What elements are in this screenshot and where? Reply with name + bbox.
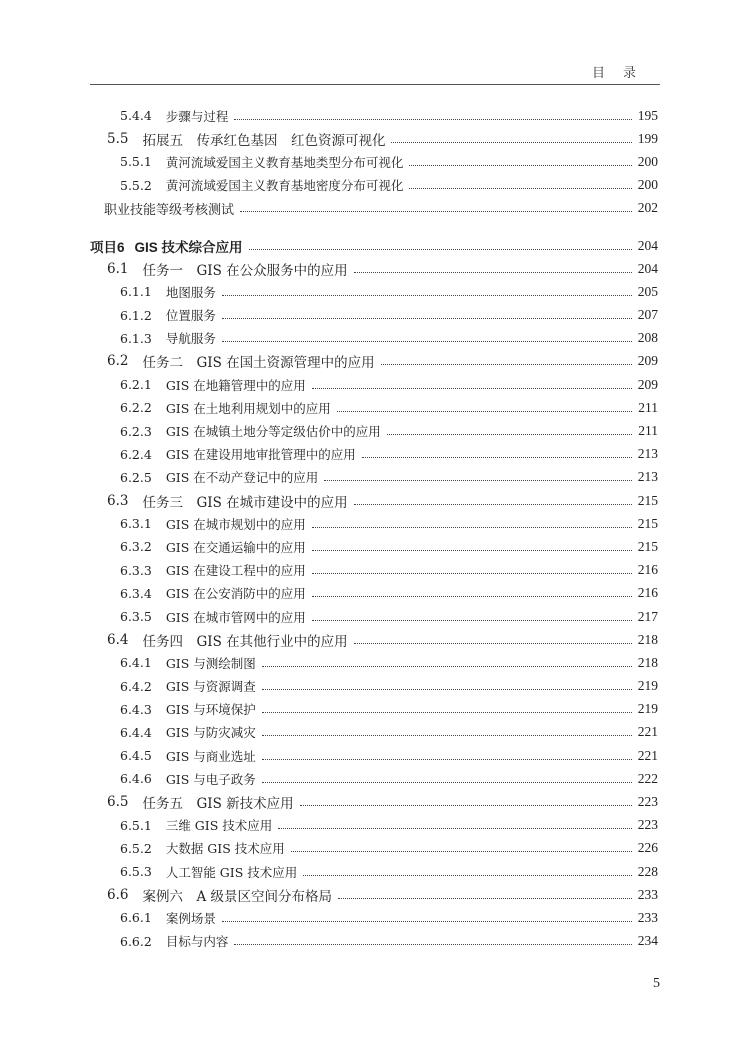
toc-entry-page: 233 <box>637 886 658 902</box>
toc-entry-page: 219 <box>637 701 658 717</box>
toc-entry[interactable] <box>90 443 658 466</box>
toc-entry-page: 216 <box>637 562 658 578</box>
toc-entry-title: GIS 在地籍管理中的应用 <box>165 377 306 393</box>
leader-dots <box>262 734 632 736</box>
leader-dots <box>337 410 632 412</box>
toc-entry[interactable] <box>90 350 658 373</box>
toc-entry-number: 5.5.1 <box>120 154 152 170</box>
toc-entry-title: GIS 与防灾减灾 <box>165 725 256 741</box>
toc-entry-title: GIS 在交通运输中的应用 <box>165 539 306 555</box>
toc-entry-title: 黄河流域爱国主义教育基地密度分布可视化 <box>165 178 404 194</box>
toc-entry-number: 6.4.4 <box>120 724 152 740</box>
toc-entry[interactable] <box>90 419 658 442</box>
running-header <box>90 58 660 85</box>
toc-entry-title: 三维 GIS 技术应用 <box>165 818 273 834</box>
leader-dots <box>381 363 632 365</box>
leader-dots <box>312 595 632 597</box>
toc-entry-title: 案例六 A 级景区空间分布格局 <box>142 888 333 905</box>
toc-entry-number: 6.2.4 <box>120 446 152 462</box>
toc-entry[interactable] <box>90 814 658 837</box>
toc-entry-number: 6.5 <box>107 794 129 811</box>
toc-entry-title: GIS 与测绘制图 <box>165 655 256 671</box>
toc-entry-number: 6.3.3 <box>120 562 152 578</box>
leader-dots <box>354 503 632 505</box>
toc-entry-page: 215 <box>637 515 658 531</box>
toc-entry[interactable] <box>90 396 658 419</box>
toc-entry-page: 233 <box>637 909 658 925</box>
toc-entry-number: 5.4.4 <box>120 108 152 124</box>
toc-entry-title: GIS 在土地利用规划中的应用 <box>165 400 331 416</box>
toc-entry-number: 6.2 <box>107 353 129 370</box>
toc-entry-title: GIS 在不动产登记中的应用 <box>165 470 319 486</box>
toc-entry-number: 6.2.1 <box>120 377 152 393</box>
leader-dots <box>249 248 632 250</box>
toc-entry-title: GIS 在城镇土地分等定级估价中的应用 <box>165 424 381 440</box>
leader-dots <box>262 758 632 760</box>
toc-entry-number: 5.5 <box>107 130 129 147</box>
toc-entry-number: 6.3.5 <box>120 609 152 625</box>
leader-dots <box>262 781 632 783</box>
toc-entry-title: 地图服务 <box>165 284 216 300</box>
toc-entry-title: GIS 在城市管网中的应用 <box>165 609 306 625</box>
leader-dots <box>262 688 632 690</box>
leader-dots <box>222 340 632 342</box>
toc-entry-number: 6.1 <box>107 260 129 277</box>
toc-entry-page: 222 <box>637 770 658 786</box>
toc-entry-number: 6.4.5 <box>120 748 152 764</box>
leader-dots <box>234 943 631 945</box>
toc-entry-page: 211 <box>638 399 658 415</box>
toc-entry-number: 6.4.3 <box>120 701 152 717</box>
toc-entry-title: 任务五 GIS 新技术应用 <box>142 796 294 813</box>
toc-entry-page: 226 <box>637 840 658 856</box>
toc-entry[interactable] <box>90 883 658 906</box>
toc-entry[interactable] <box>90 559 658 582</box>
toc-entry-page: 213 <box>637 446 658 462</box>
toc-entry-title: GIS 与资源调查 <box>165 679 256 695</box>
toc-entry-page: 221 <box>637 724 658 740</box>
toc-entry[interactable] <box>90 744 658 767</box>
leader-dots <box>312 387 632 389</box>
toc-entry[interactable] <box>90 104 658 127</box>
toc-entry-title: 任务二 GIS 在国土资源管理中的应用 <box>142 355 375 372</box>
toc-entry-title: 导航服务 <box>165 331 216 347</box>
section-gap <box>90 220 658 234</box>
toc-entry-title: GIS 与环境保护 <box>165 702 256 718</box>
toc-entry-title: 黄河流域爱国主义教育基地类型分布可视化 <box>165 154 404 170</box>
toc-entry-title: GIS 在城市规划中的应用 <box>165 516 306 532</box>
toc-entry-page: 204 <box>637 237 658 253</box>
toc-entry-page: 219 <box>637 678 658 694</box>
toc-entry[interactable] <box>90 721 658 744</box>
toc-entry-page: 217 <box>637 608 658 624</box>
toc-entry[interactable] <box>90 698 658 721</box>
leader-dots <box>387 433 632 435</box>
toc-entry-title: GIS 在公安消防中的应用 <box>165 586 306 602</box>
toc-entry-page: 218 <box>637 631 658 647</box>
toc-entry-page: 223 <box>637 794 658 810</box>
toc-entry-title: GIS 在建设用地审批管理中的应用 <box>165 447 356 463</box>
leader-dots <box>312 526 632 528</box>
toc-entry-title: GIS 与商业选址 <box>165 748 256 764</box>
toc-entry-title: GIS 在建设工程中的应用 <box>165 563 306 579</box>
toc-entry-number: 6.5.2 <box>120 840 152 856</box>
toc-entry-page: 207 <box>637 307 658 323</box>
toc-entry[interactable] <box>90 304 658 327</box>
leader-dots <box>291 850 632 852</box>
toc-entry-number: 6.1.1 <box>120 284 152 300</box>
toc-entry-page: 234 <box>637 933 658 949</box>
toc-entry-page: 211 <box>638 423 658 439</box>
toc-entry-number: 6.6.1 <box>120 910 152 926</box>
toc-entry[interactable] <box>90 582 658 605</box>
toc-entry-title: 职业技能等级考核测试 <box>104 202 235 218</box>
leader-dots <box>234 118 631 120</box>
leader-dots <box>312 619 632 621</box>
toc-entry[interactable] <box>90 257 658 280</box>
toc-entry-page: 200 <box>637 177 658 193</box>
toc-entry[interactable] <box>90 174 658 197</box>
toc-entry-number: 6.4.1 <box>120 655 152 671</box>
toc-entry[interactable] <box>90 860 658 883</box>
toc-entry-number: 5.5.2 <box>120 177 152 193</box>
toc-entry-number: 6.1.3 <box>120 330 152 346</box>
leader-dots <box>262 711 632 713</box>
toc-entry-title: GIS 技术综合应用 <box>134 239 243 255</box>
toc-entry-page: 209 <box>637 353 658 369</box>
toc-entry-title: 步骤与过程 <box>165 108 229 124</box>
toc-entry-page: 215 <box>637 492 658 508</box>
leader-dots <box>240 210 632 212</box>
leader-dots <box>312 549 632 551</box>
toc-entry[interactable] <box>90 489 658 512</box>
toc-entry[interactable] <box>90 790 658 813</box>
toc-entry-number: 6.5.1 <box>120 817 152 833</box>
leader-dots <box>409 187 631 189</box>
toc-entry-number: 6.3.4 <box>120 585 152 601</box>
toc-entry-number: 6.6 <box>107 886 129 903</box>
toc-entry-page: 209 <box>637 376 658 392</box>
leader-dots <box>278 827 632 829</box>
toc-entry-title: GIS 与电子政务 <box>165 771 256 787</box>
toc-entry[interactable] <box>90 906 658 929</box>
toc-entry[interactable] <box>90 327 658 350</box>
toc-entry[interactable] <box>90 280 658 303</box>
toc-entry-page: 205 <box>637 283 658 299</box>
toc-entry-title: 任务三 GIS 在城市建设中的应用 <box>142 494 348 511</box>
leader-dots <box>324 479 631 481</box>
leader-dots <box>312 572 632 574</box>
toc-entry-title: 任务四 GIS 在其他行业中的应用 <box>142 633 348 650</box>
toc-entry[interactable] <box>90 628 658 651</box>
leader-dots <box>222 294 632 296</box>
toc-entry-number: 6.2.3 <box>120 423 152 439</box>
toc-entry[interactable] <box>90 605 658 628</box>
toc-entry-title: 拓展五 传承红色基因 红色资源可视化 <box>142 132 386 149</box>
leader-dots <box>338 897 632 899</box>
leader-dots <box>354 642 632 644</box>
toc-entry-title: 人工智能 GIS 技术应用 <box>165 864 298 880</box>
toc-entry[interactable] <box>90 930 658 953</box>
toc-entry[interactable] <box>90 767 658 790</box>
toc-entry-title: 案例场景 <box>165 910 216 926</box>
toc-entry-number: 6.4.6 <box>120 771 152 787</box>
leader-dots <box>391 141 631 143</box>
toc-entry-page: 195 <box>637 107 658 123</box>
leader-dots <box>222 317 632 319</box>
page-number: 5 <box>653 976 660 991</box>
toc-entry-number: 6.3.2 <box>120 539 152 555</box>
toc-entry-page: 218 <box>637 654 658 670</box>
toc-entry-number: 6.6.2 <box>120 933 152 949</box>
toc-entry-number: 6.2.2 <box>120 400 152 416</box>
toc-entry-page: 199 <box>637 130 658 146</box>
toc-entry-page: 213 <box>637 469 658 485</box>
toc-entry-page: 223 <box>637 817 658 833</box>
toc-entry-number: 6.1.2 <box>120 307 152 323</box>
toc-entry-number: 项目6 <box>90 239 125 255</box>
header-title: 目录 <box>591 66 654 81</box>
toc-entry-page: 202 <box>637 200 658 216</box>
leader-dots <box>303 874 632 876</box>
toc-entry-number: 6.2.5 <box>120 469 152 485</box>
toc-entry-number: 6.4.2 <box>120 678 152 694</box>
toc-entry-title: 目标与内容 <box>165 934 229 950</box>
leader-dots <box>409 164 631 166</box>
table-of-contents <box>90 104 658 953</box>
toc-entry[interactable] <box>90 373 658 396</box>
toc-entry[interactable] <box>90 837 658 860</box>
toc-entry-page: 200 <box>637 153 658 169</box>
toc-entry[interactable] <box>90 466 658 489</box>
toc-entry[interactable] <box>90 127 658 150</box>
toc-entry[interactable] <box>90 535 658 558</box>
toc-entry-page: 228 <box>637 863 658 879</box>
toc-entry[interactable] <box>90 675 658 698</box>
leader-dots <box>300 804 632 806</box>
leader-dots <box>362 456 632 458</box>
toc-entry-page: 216 <box>637 585 658 601</box>
toc-entry[interactable] <box>90 150 658 173</box>
toc-entry[interactable] <box>90 512 658 535</box>
toc-entry-page: 215 <box>637 538 658 554</box>
toc-entry-number: 6.3.1 <box>120 516 152 532</box>
toc-entry-page: 221 <box>637 747 658 763</box>
toc-entry[interactable] <box>90 234 658 257</box>
toc-entry[interactable] <box>90 651 658 674</box>
toc-entry-number: 6.5.3 <box>120 864 152 880</box>
toc-entry-page: 208 <box>637 330 658 346</box>
toc-entry-number: 6.3 <box>107 492 129 509</box>
toc-entry-page: 204 <box>637 260 658 276</box>
toc-entry-title: 位置服务 <box>165 308 216 324</box>
toc-entry-title: 任务一 GIS 在公众服务中的应用 <box>142 262 348 279</box>
toc-entry-number: 6.4 <box>107 631 129 648</box>
leader-dots <box>262 665 632 667</box>
toc-entry-title: 大数据 GIS 技术应用 <box>165 841 285 857</box>
leader-dots <box>354 271 632 273</box>
leader-dots <box>222 920 632 922</box>
toc-entry[interactable] <box>90 197 658 220</box>
